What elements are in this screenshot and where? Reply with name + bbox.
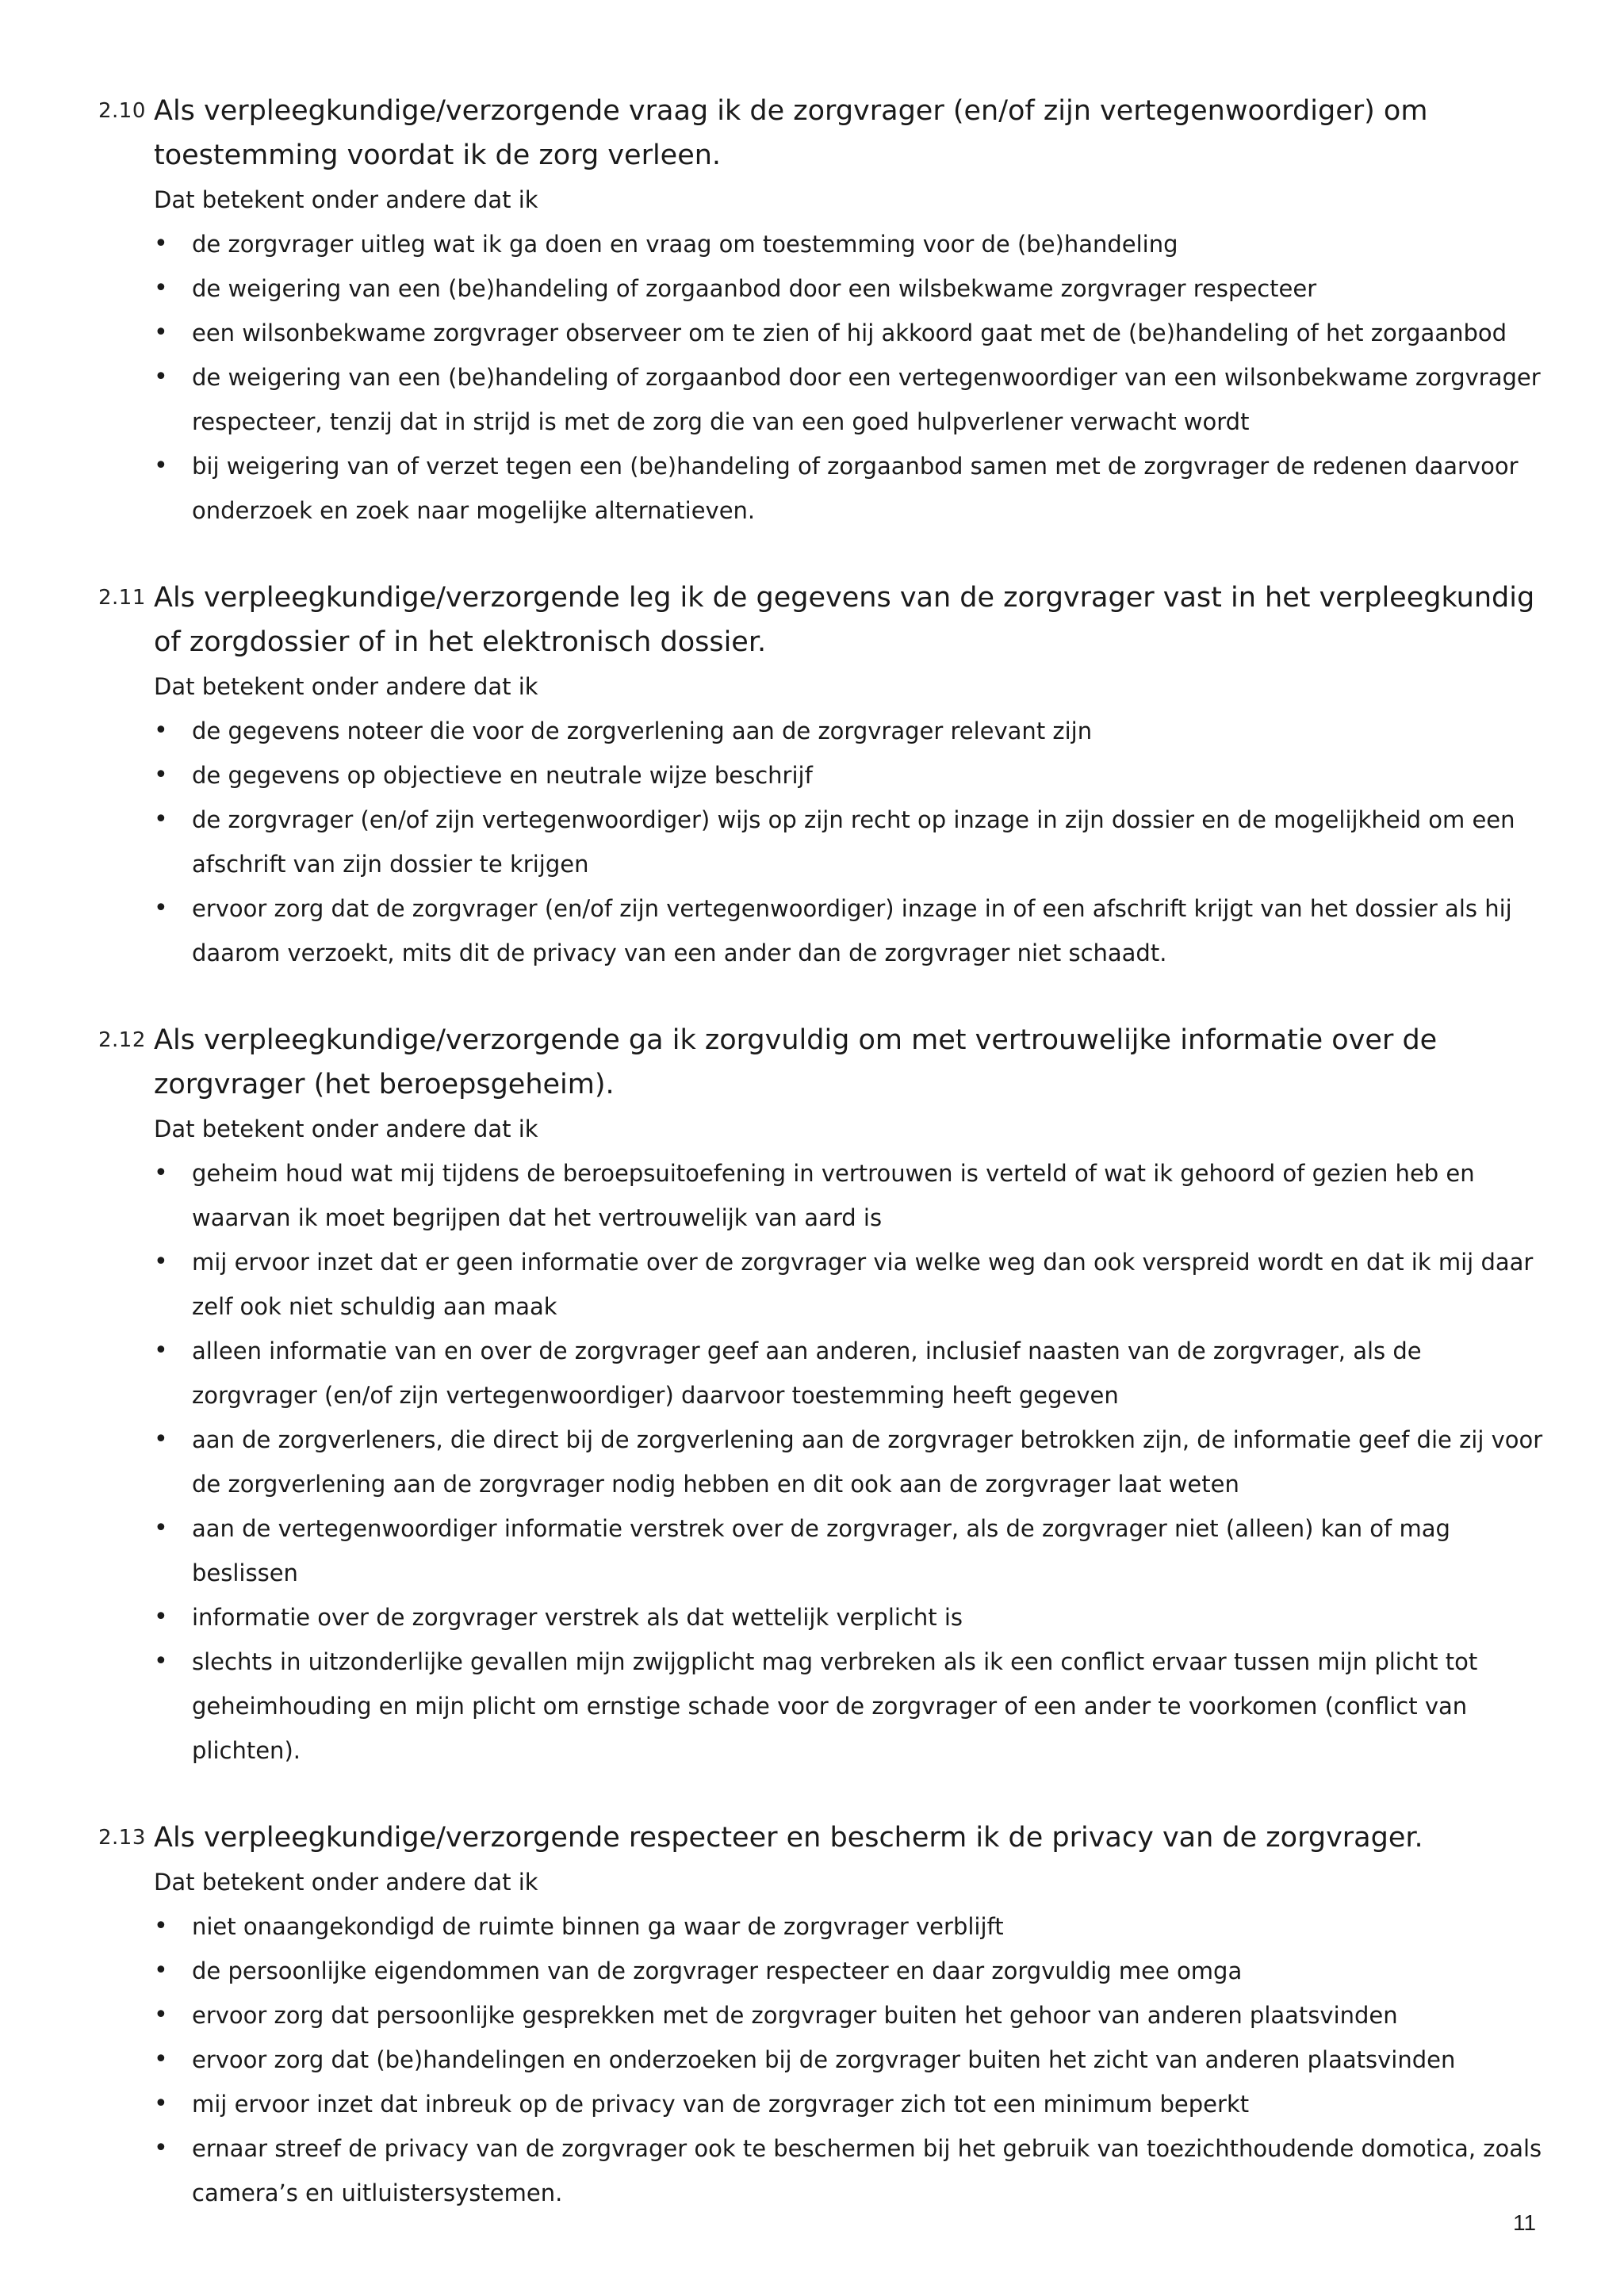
bullet-icon: • [154,1337,168,1364]
bullet-icon: • [154,1514,168,1542]
bullet-icon: • [154,274,168,302]
bullet-list [98,222,1549,533]
bullet-icon: • [154,2134,168,2162]
list-item [154,1904,1549,1949]
list-item-text: geheim houd wat mij tijdens de beroepsuitoefening in vertrouwen is verteld of wat ik gehoord of gezien heb en waarvan ik moet begrijpen dat het vertrouwelijk van aard is [192,1160,1475,1231]
bullet-icon: • [154,1603,168,1631]
bullet-list [98,1151,1549,1773]
bullet-icon: • [154,1957,168,1984]
list-item [154,1418,1549,1506]
list-item-text: de gegevens noteer die voor de zorgverlening aan de zorgvrager relevant zijn [192,718,1093,744]
bullet-icon: • [154,363,168,391]
list-item-text: de zorgvrager (en/of zijn vertegenwoordiger) wijs op zijn recht op inzage in zijn dossier en de mogelijkheid om een afschrift van zijn dossier te krijgen [192,806,1515,878]
list-item-text: mij ervoor inzet dat inbreuk op de privacy van de zorgvrager zich tot een minimum beperkt [192,2091,1250,2118]
bullet-icon: • [154,1647,168,1675]
section-2-11 [98,576,1549,975]
list-item-text: niet onaangekondigd de ruimte binnen ga waar de zorgvrager verblijft [192,1913,1004,1940]
list-item [154,1329,1549,1418]
section-intro: Dat betekent onder andere dat ik [154,673,538,700]
bullet-icon: • [154,806,168,833]
list-item [154,355,1549,444]
list-item-text: slechts in uitzonderlijke gevallen mijn zwijgplicht mag verbreken als ik een conflict ervaar tussen mijn plicht tot geheimhouding en mijn plicht om ernstige schade voor de zorgvrager of een ander te voorkomen (conflict van plichten). [192,1648,1478,1764]
list-item [154,2126,1549,2215]
list-item [154,1640,1549,1773]
section-intro: Dat betekent onder andere dat ik [154,1115,538,1142]
list-item [154,1949,1549,1993]
list-item [154,886,1549,975]
bullet-icon: • [154,717,168,744]
list-item-text: alleen informatie van en over de zorgvrager geef aan anderen, inclusief naasten van de zorgvrager, als de zorgvrager (en/of zijn vertegenwoordiger) daarvoor toestemming heeft gegeven [192,1337,1422,1409]
bullet-icon: • [154,761,168,789]
list-item-text: bij weigering van of verzet tegen een (be)handeling of zorgaanbod samen met de zorgvrager de redenen daarvoor onderzoek en zoek naar mogelijke alternatieven. [192,453,1519,524]
section-intro: Dat betekent onder andere dat ik [154,1869,538,1896]
bullet-list [98,709,1549,975]
bullet-icon: • [154,2001,168,2029]
bullet-icon: • [154,1248,168,1276]
list-item [154,444,1549,533]
section-heading-text: Als verpleegkundige/verzorgende ga ik zorgvuldig om met vertrouwelijke informatie over de zorgvrager (het beroepsgeheim). [154,1024,1438,1100]
list-item [154,798,1549,886]
list-item [154,753,1549,798]
section-number: 2.12 [98,1028,146,1052]
list-item-text: een wilsonbekwame zorgvrager observeer om te zien of hij akkoord gaat met de (be)handeling of het zorgaanbod [192,320,1507,346]
section-heading [98,1018,1549,1107]
bullet-icon: • [154,1912,168,1940]
list-item-text: de gegevens op objectieve en neutrale wijze beschrijf [192,762,813,789]
section-heading [98,576,1549,664]
section-heading-text: Als verpleegkundige/verzorgende vraag ik de zorgvrager (en/of zijn vertegenwoordiger) om toestemming voordat ik de zorg verleen. [154,95,1428,171]
section-heading [98,89,1549,178]
list-item [154,1506,1549,1595]
list-item-text: mij ervoor inzet dat er geen informatie over de zorgvrager via welke weg dan ook verspreid wordt en dat ik mij daar zelf ook niet schuldig aan maak [192,1249,1534,1320]
section-number: 2.10 [98,99,146,123]
bullet-icon: • [154,452,168,480]
list-item-text: aan de zorgverleners, die direct bij de zorgverlening aan de zorgvrager betrokken zijn, de informatie geef die zij voor de zorgverlening aan de zorgvrager nodig hebben en dit ook aan de zorgvrager laat weten [192,1426,1543,1498]
section-2-13 [98,1816,1549,2215]
list-item-text: de weigering van een (be)handeling of zorgaanbod door een wilsbekwame zorgvrager respecteer [192,275,1317,302]
list-item-text: aan de vertegenwoordiger informatie verstrek over de zorgvrager, als de zorgvrager niet (alleen) kan of mag beslissen [192,1515,1450,1586]
list-item [154,266,1549,311]
list-item [154,311,1549,355]
list-item [154,1240,1549,1329]
bullet-icon: • [154,319,168,346]
list-item [154,222,1549,266]
section-heading-text: Als verpleegkundige/verzorgende leg ik de gegevens van de zorgvrager vast in het verpleegkundig of zorgdossier of in het elektronisch dossier. [154,582,1535,658]
list-item-text: ernaar streef de privacy van de zorgvrager ook te beschermen bij het gebruik van toezichthoudende domotica, zoals camera’s en uitluistersystemen. [192,2135,1542,2206]
section-number: 2.11 [98,586,146,610]
section-heading-text: Als verpleegkundige/verzorgende respecteer en bescherm ik de privacy van de zorgvrager. [154,1822,1423,1854]
list-item [154,1595,1549,1640]
list-item-text: ervoor zorg dat (be)handelingen en onderzoeken bij de zorgvrager buiten het zicht van anderen plaatsvinden [192,2046,1456,2073]
bullet-list [98,1904,1549,2215]
list-item-text: de weigering van een (be)handeling of zorgaanbod door een vertegenwoordiger van een wilsonbekwame zorgvrager respecteer, tenzij dat in strijd is met de zorg die van een goed hulpverlener verwacht wordt [192,364,1541,435]
bullet-icon: • [154,1159,168,1187]
list-item [154,1993,1549,2038]
list-item-text: de zorgvrager uitleg wat ik ga doen en vraag om toestemming voor de (be)handeling [192,231,1178,258]
list-item-text: ervoor zorg dat de zorgvrager (en/of zijn vertegenwoordiger) inzage in of een afschrift krijgt van het dossier als hij daarom verzoekt, mits dit de privacy van een ander dan de zorgvrager niet schaadt. [192,895,1512,966]
bullet-icon: • [154,2090,168,2118]
list-item [154,709,1549,753]
section-2-10 [98,89,1549,533]
bullet-icon: • [154,894,168,922]
list-item [154,2038,1549,2082]
list-item-text: informatie over de zorgvrager verstrek als dat wettelijk verplicht is [192,1604,963,1631]
bullet-icon: • [154,1425,168,1453]
list-item [154,1151,1549,1240]
list-item-text: de persoonlijke eigendommen van de zorgvrager respecteer en daar zorgvuldig mee omga [192,1957,1243,1984]
section-heading [98,1816,1549,1860]
list-item-text: ervoor zorg dat persoonlijke gesprekken met de zorgvrager buiten het gehoor van anderen plaatsvinden [192,2002,1398,2029]
section-2-12 [98,1018,1549,1773]
page-number: 11 [1513,2210,1537,2235]
list-item [154,2082,1549,2126]
section-number: 2.13 [98,1826,146,1850]
bullet-icon: • [154,2045,168,2073]
bullet-icon: • [154,230,168,258]
section-intro: Dat betekent onder andere dat ik [154,186,538,213]
document-body [98,89,1549,2258]
